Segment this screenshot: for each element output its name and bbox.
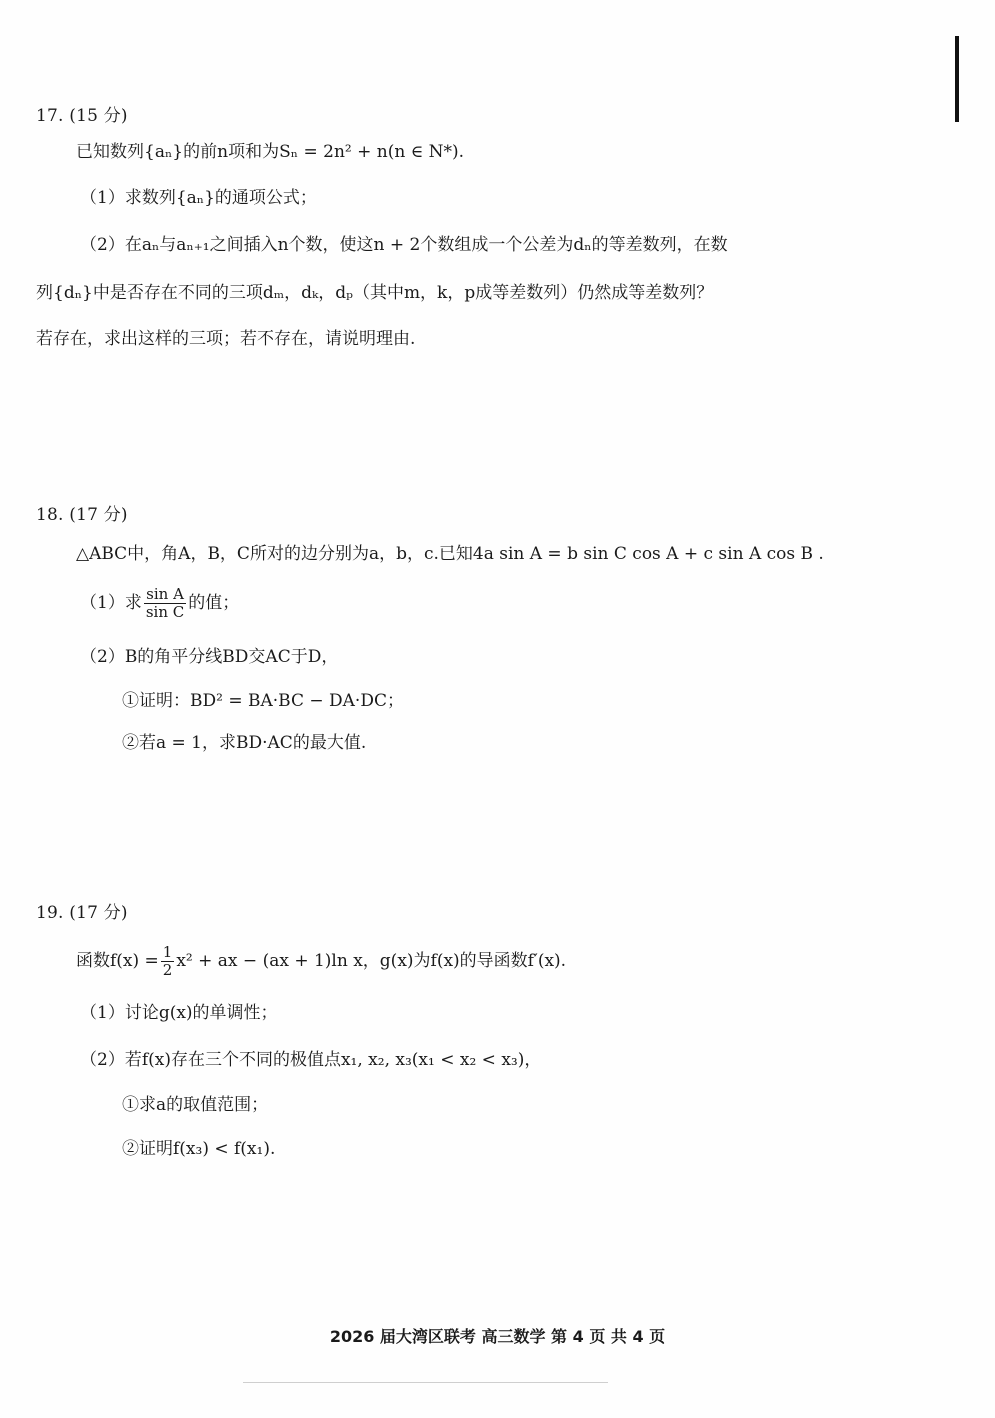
fraction-numerator: 1 (162, 943, 173, 961)
q19-stem-prefix: 函数f(x) = (76, 951, 159, 971)
q17-stem: 已知数列{aₙ}的前n项和为Sₙ = 2n² + n(n ∈ N*). (76, 142, 465, 162)
q18-part-2-ii: ②若a = 1，求BD·AC的最大值. (122, 733, 367, 753)
q19-half-fraction (161, 944, 175, 979)
q18-sin-ratio-fraction (144, 586, 186, 621)
q17-part-1: （1）求数列{aₙ}的通项公式； (80, 188, 317, 208)
q18-part-1 (80, 586, 239, 621)
q19-heading: 19. (17 分) (36, 903, 128, 923)
q19-part-2-ii: ②证明f(x₃) < f(x₁). (122, 1139, 276, 1159)
q19-stem (76, 944, 566, 979)
footer-divider (243, 1382, 608, 1383)
q19-part-1: （1）讨论g(x)的单调性； (80, 1003, 278, 1023)
fraction-numerator: sin A (144, 586, 186, 604)
q18-part-1-suffix: 的值； (188, 593, 240, 613)
q17-part-2-line-3: 若存在，求出这样的三项；若不存在，请说明理由. (36, 329, 416, 349)
q18-part-2-i: ①证明：BD² = BA·BC − DA·DC； (122, 691, 404, 711)
q18-heading: 18. (17 分) (36, 505, 128, 525)
q17-part-2-line-1: （2）在aₙ与aₙ₊₁之间插入n个数，使这n + 2个数组成一个公差为dₙ的等差数列，在数 (80, 235, 728, 255)
q17-heading: 17. (15 分) (36, 106, 128, 126)
q18-part-1-prefix: （1）求 (80, 593, 142, 613)
q19-stem-suffix: x² + ax − (ax + 1)ln x，g(x)为f(x)的导函数f′(x). (176, 951, 567, 971)
scan-edge-mark (955, 36, 959, 122)
q17-part-2-line-2: 列{dₙ}中是否存在不同的三项dₘ，dₖ，dₚ（其中m，k，p成等差数列）仍然成等差数列？ (36, 283, 714, 303)
q18-part-2: （2）B的角平分线BD交AC于D， (80, 647, 339, 667)
fraction-denominator: 2 (162, 961, 173, 979)
q19-part-2-i: ①求a的取值范围； (122, 1095, 269, 1115)
q18-stem: △ABC中，角A，B，C所对的边分别为a，b，c.已知4a sin A = b sin C cos A + c sin A cos B . (76, 544, 824, 564)
q19-part-2: （2）若f(x)存在三个不同的极值点x₁, x₂, x₃(x₁ < x₂ < x₃)， (80, 1050, 542, 1070)
page-footer: 2026 届大湾区联考 高三数学 第 4 页 共 4 页 (329, 1327, 666, 1346)
fraction-denominator: sin C (145, 603, 185, 621)
